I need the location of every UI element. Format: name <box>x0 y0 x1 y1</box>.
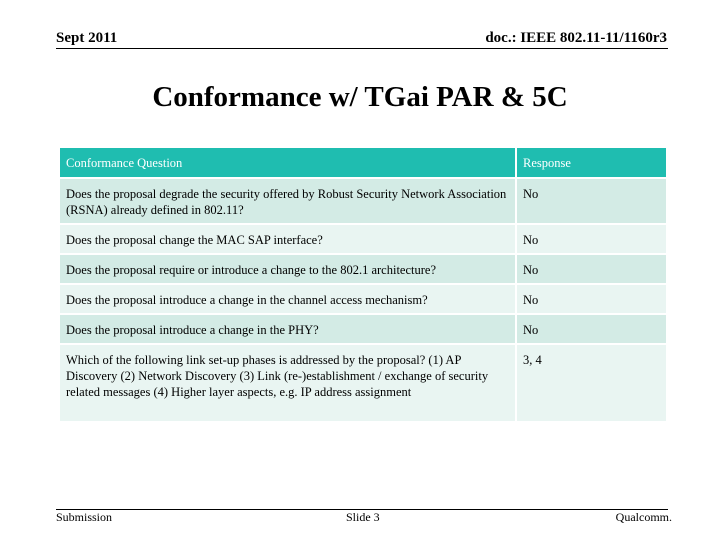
question-cell: Does the proposal introduce a change in the channel access mechanism? <box>60 285 517 315</box>
column-header-question: Conformance Question <box>60 148 517 179</box>
table-row <box>60 225 666 255</box>
table-row <box>60 345 666 423</box>
column-header-response: Response <box>517 148 666 179</box>
question-cell: Does the proposal require or introduce a change to the 802.1 architecture? <box>60 255 517 285</box>
footer-slide-number: Slide 3 <box>346 510 380 524</box>
table-row <box>60 255 666 285</box>
slide-title: Conformance w/ TGai PAR & 5C <box>152 81 568 113</box>
header-doc-id: doc.: IEEE 802.11-11/1160r3 <box>485 30 667 46</box>
response-cell: No <box>517 225 666 255</box>
header-date: Sept 2011 <box>56 30 118 46</box>
table-row <box>60 285 666 315</box>
header-divider <box>56 48 668 49</box>
table-row <box>60 315 666 345</box>
table-header-row <box>60 148 666 179</box>
table-row <box>60 179 666 225</box>
question-cell: Does the proposal change the MAC SAP interface? <box>60 225 517 255</box>
footer-company: Qualcomm. <box>615 510 672 524</box>
response-cell: No <box>517 179 666 225</box>
response-cell: No <box>517 315 666 345</box>
footer-submission: Submission <box>56 510 113 524</box>
question-cell: Does the proposal introduce a change in the PHY? <box>60 315 517 345</box>
response-cell: No <box>517 255 666 285</box>
question-cell: Does the proposal degrade the security offered by Robust Security Network Association (RSNA) already defined in 802.11? <box>60 179 517 225</box>
question-cell: Which of the following link set-up phases is addressed by the proposal? (1) AP Discovery (2) Network Discovery (3) Link (re-)establishment / exchange of security related messages (4) Higher layer aspects, e.g. IP address assignment <box>60 345 517 423</box>
conformance-table <box>60 148 666 423</box>
response-cell: No <box>517 285 666 315</box>
response-cell: 3, 4 <box>517 345 666 423</box>
